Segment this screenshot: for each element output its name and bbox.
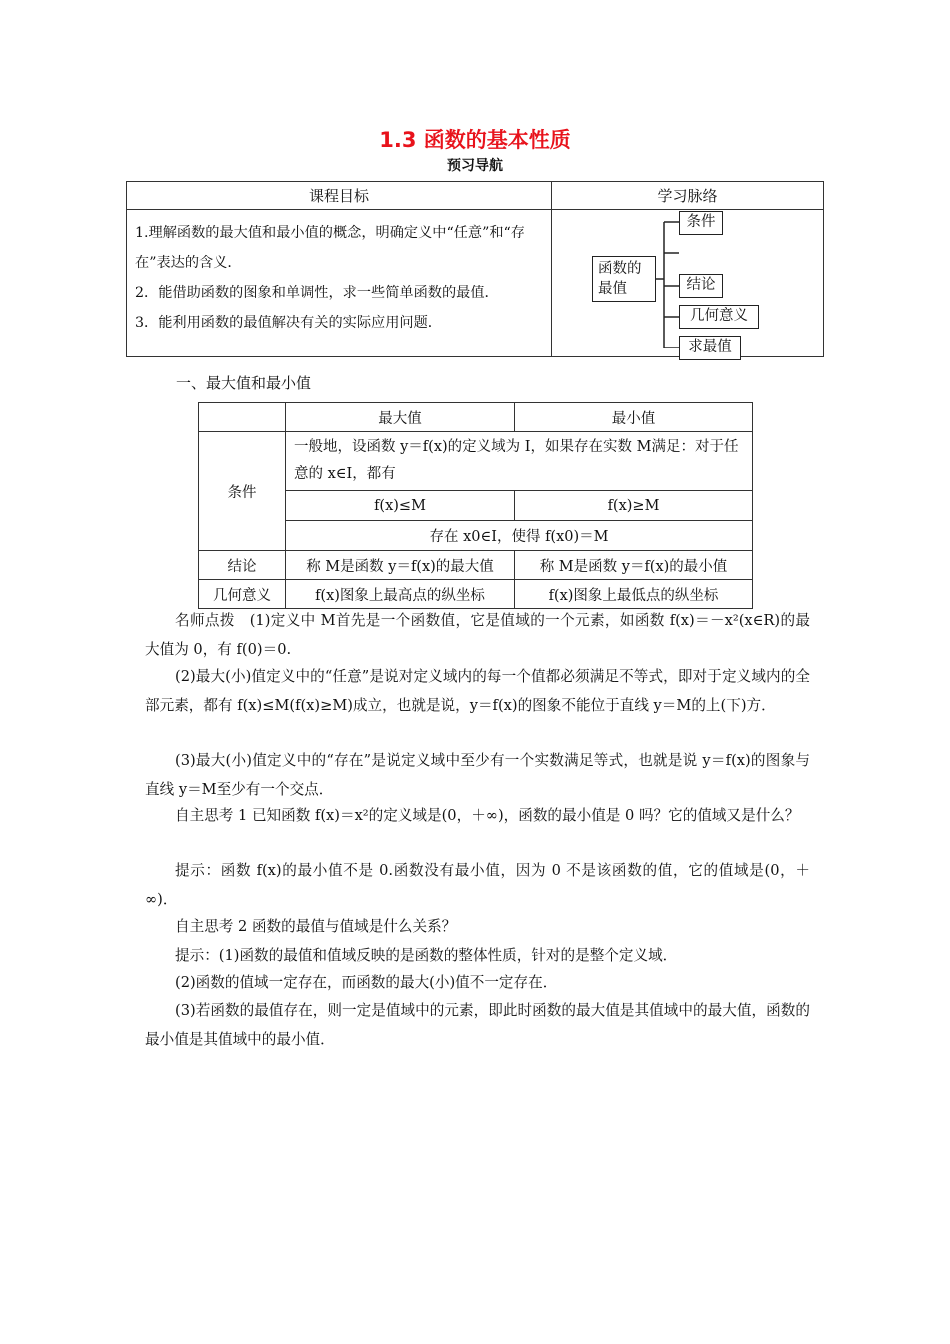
note-paragraph-1: 名师点拨 (1)定义中 M首先是一个函数值，它是值域的一个元素，如函数 f(x)＝－x²(x∈R)的最大值为 0，有 f(0)＝0. — [145, 612, 810, 658]
map-node-find-extreme: 求最值 — [679, 336, 741, 360]
conclusion-min: 称 M是函数 y＝f(x)的最小值 — [515, 551, 753, 580]
question-2: 自主思考 2 函数的最值与值域是什么关系？ — [175, 918, 457, 935]
geometry-max: f(x)图象上最高点的纵坐标 — [286, 580, 515, 609]
goals-table — [126, 181, 824, 357]
concept-map — [552, 210, 824, 357]
condition-min: f(x)≥M — [515, 491, 753, 521]
map-node-conclusion: 结论 — [679, 274, 723, 298]
col-header-max: 最大值 — [286, 403, 515, 432]
corner-cell — [199, 403, 286, 432]
note-paragraph-2: (2)最大(小)值定义中的“任意”是说对定义域内的每一个值都必须满足不等式，即对于定义域内的全部元素，都有 f(x)≤M(f(x)≥M)成立，也就是说，y＝f(x)的图象不能位于直线 y＝M的上(下)方． — [145, 668, 810, 714]
col-header-min: 最小值 — [515, 403, 753, 432]
page-title: 1.3 函数的基本性质 — [379, 128, 571, 152]
section-heading: 一、最大值和最小值 — [176, 374, 312, 392]
goals-cell — [127, 210, 552, 357]
page-subtitle: 预习导航 — [447, 158, 503, 174]
map-header: 学习脉络 — [552, 182, 824, 210]
answer-2-part-1: 提示：(1)函数的最值和值域反映的是函数的整体性质，针对的是整个定义域． — [175, 947, 678, 964]
goal-item: 3．能利用函数的最值解决有关的实际应用问题． — [135, 315, 442, 331]
question-1: 自主思考 1 已知函数 f(x)＝x²的定义域是(0，＋∞)，函数的最小值是 0 吗？它的值域又是什么？ — [175, 807, 800, 824]
row-header-conclusion: 结论 — [199, 551, 286, 580]
answer-1: 提示：函数 f(x)的最小值不是 0.函数没有最小值，因为 0 不是该函数的值，它的值域是(0，＋∞)． — [145, 862, 810, 908]
geometry-min: f(x)图象上最低点的纵坐标 — [515, 580, 753, 609]
map-node-geometry: 几何意义 — [679, 305, 759, 329]
answer-2-part-3: (3)若函数的最值存在，则一定是值域中的元素，即此时函数的最大值是其值域中的最大值，函数的最小值是其值域中的最小值． — [145, 1002, 810, 1048]
goals-header: 课程目标 — [127, 182, 552, 210]
answer-2-part-2: (2)函数的值域一定存在，而函数的最大(小)值不一定存在． — [175, 974, 558, 991]
goal-item: 2．能借助函数的图象和单调性，求一些简单函数的最值． — [135, 285, 499, 301]
goal-item: 1.理解函数的最大值和最小值的概念，明确定义中“任意”和“存在”表达的含义． — [135, 225, 525, 271]
row-header-geometry: 几何意义 — [199, 580, 286, 609]
condition-text: 一般地，设函数 y＝f(x)的定义域为 I，如果存在实数 M满足：对于任意的 x∈I，都有 — [286, 432, 753, 491]
row-header-condition: 条件 — [199, 432, 286, 551]
exists-text: 存在 x0∈I，使得 f(x0)＝M — [286, 521, 753, 551]
max-min-table — [198, 402, 753, 609]
map-root-node: 函数的最值 — [592, 256, 656, 302]
conclusion-max: 称 M是函数 y＝f(x)的最大值 — [286, 551, 515, 580]
note-paragraph-3: (3)最大(小)值定义中的“存在”是说定义域中至少有一个实数满足等式，也就是说 y＝f(x)的图象与直线 y＝M至少有一个交点． — [145, 752, 810, 798]
map-node-condition: 条件 — [679, 211, 723, 235]
condition-max: f(x)≤M — [286, 491, 515, 521]
